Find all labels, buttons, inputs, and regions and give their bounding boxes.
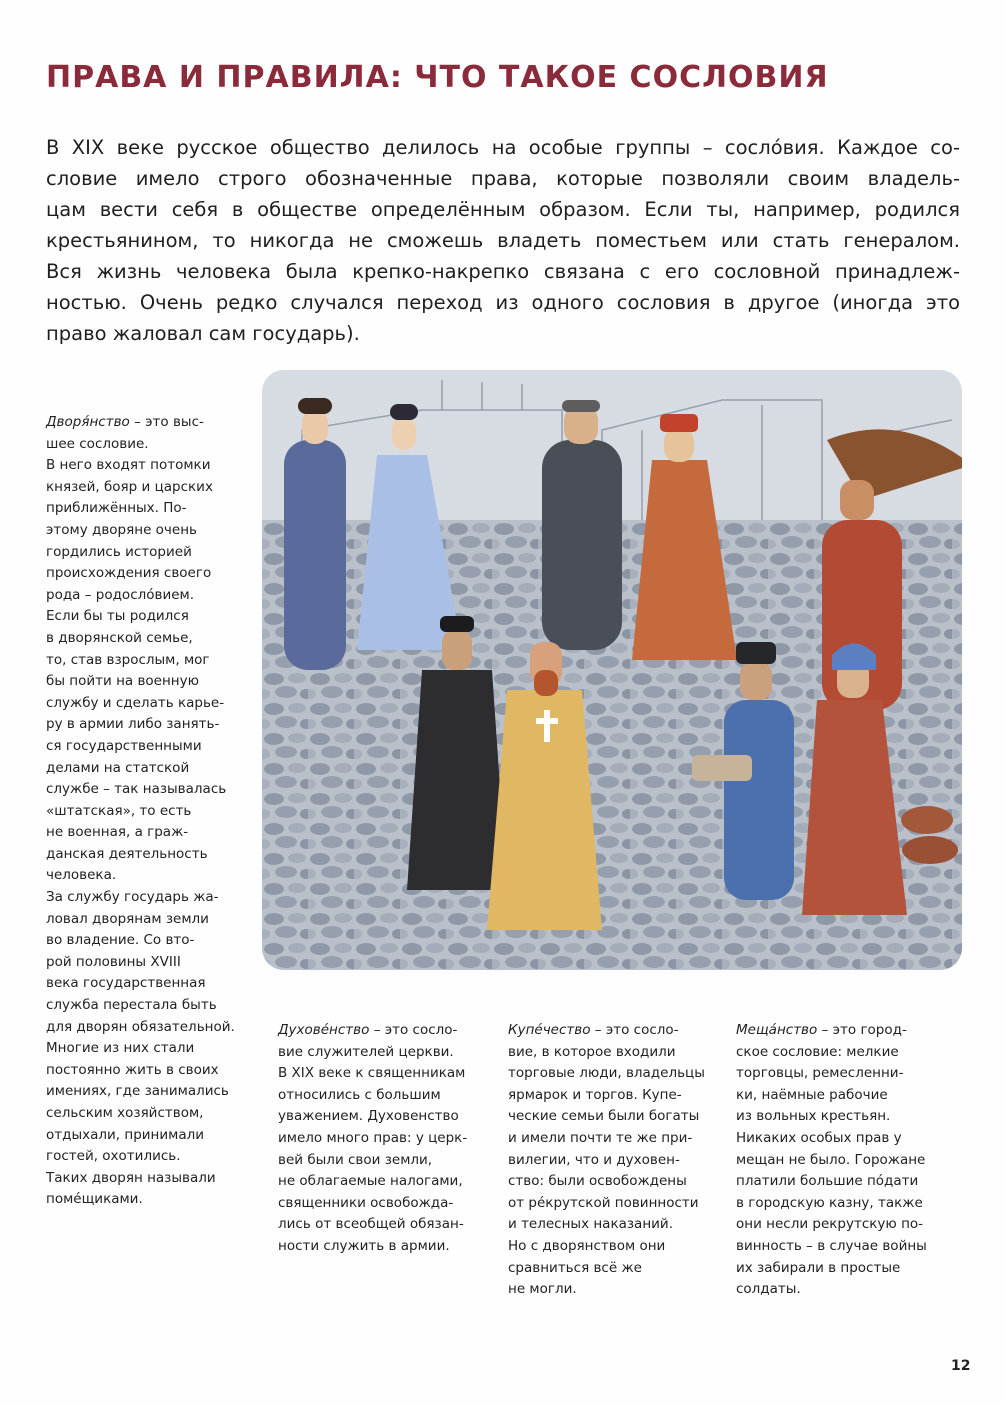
text-line: не военная, а граж- bbox=[46, 824, 189, 841]
nobility-column bbox=[46, 412, 256, 1211]
text-line: князей, бояр и царских bbox=[46, 478, 213, 495]
estates-illustration-drawing bbox=[262, 370, 962, 970]
text-line: и телесных наказаний. bbox=[508, 1216, 673, 1233]
intro-paragraph bbox=[46, 132, 960, 349]
text-line: ство: были освобождены bbox=[508, 1173, 687, 1190]
text-line: ся государственными bbox=[46, 737, 202, 754]
nobility-term: Дворя́нство bbox=[46, 414, 130, 430]
text-line: ности служить в армии. bbox=[278, 1237, 450, 1254]
clergy-column bbox=[278, 1020, 493, 1258]
text-line: они несли рекрутскую по- bbox=[736, 1216, 924, 1233]
text-line: приближённых. По- bbox=[46, 500, 187, 517]
text-line: службе – так называлась bbox=[46, 781, 227, 798]
text-line: и имели почти те же при- bbox=[508, 1129, 693, 1146]
text-line: постоянно жить в своих bbox=[46, 1061, 219, 1078]
text-line: – это сосло- bbox=[594, 1022, 679, 1038]
page-number: 12 bbox=[951, 1358, 971, 1374]
text-line: священники освобожда- bbox=[278, 1194, 454, 1211]
intro-line: Вся жизнь человека была крепко-накрепко связана с его сословной принадлеж- bbox=[46, 260, 960, 283]
text-line: ки, наёмные рабочие bbox=[736, 1086, 888, 1103]
text-line: в городскую казну, также bbox=[736, 1194, 923, 1211]
text-line: века государственная bbox=[46, 975, 206, 992]
page-title: ПРАВА И ПРАВИЛА: ЧТО ТАКОЕ СОСЛОВИЯ bbox=[46, 60, 829, 95]
text-line: сравниться всё же bbox=[508, 1259, 642, 1276]
text-line: рой половины XVIII bbox=[46, 953, 181, 970]
text-line: делами на статской bbox=[46, 759, 190, 776]
intro-line: В XIX веке русское общество делилось на особые группы – сосло́вия. Каждое со- bbox=[46, 136, 960, 159]
text-line: торговые люди, владельцы bbox=[508, 1065, 705, 1082]
text-line: помéщиками. bbox=[46, 1191, 143, 1208]
text-line: человека. bbox=[46, 867, 117, 884]
text-line: винность – в случае войны bbox=[736, 1237, 927, 1254]
intro-line: цам вести себя в обществе определённым образом. Если ты, например, родился bbox=[46, 198, 960, 221]
text-line: из вольных крестьян. bbox=[736, 1108, 891, 1125]
text-line: их забирали в простые bbox=[736, 1259, 901, 1276]
text-line: ру в армии либо занять- bbox=[46, 716, 220, 733]
text-line: сельским хозяйством, bbox=[46, 1105, 204, 1121]
intro-line: крестьянином, то никогда не сможешь владеть поместьем или стать генералом. bbox=[46, 229, 960, 252]
text-line: этому дворяне очень bbox=[46, 521, 197, 538]
intro-line: ностью. Очень редко случался переход из одного сословия в другое (иногда это bbox=[46, 291, 960, 314]
text-line: В XIX веке к священникам bbox=[278, 1065, 466, 1082]
text-line: шее сословие. bbox=[46, 435, 149, 452]
text-line: для дворян обязательной. bbox=[46, 1018, 235, 1035]
text-line: службу и сделать карье- bbox=[46, 694, 225, 711]
townsfolk-first-line bbox=[736, 1020, 951, 1042]
text-line: гостей, охотились. bbox=[46, 1148, 181, 1165]
text-line: ярмарок и торгов. Купе- bbox=[508, 1086, 682, 1103]
text-line: В него входят потомки bbox=[46, 457, 211, 474]
text-line: За службу государь жа- bbox=[46, 889, 219, 906]
estates-illustration bbox=[262, 370, 962, 970]
clergy-term: Духове́нство bbox=[278, 1022, 370, 1038]
text-line: от ре́крутской повинности bbox=[508, 1194, 699, 1211]
text-line: не могли. bbox=[508, 1281, 577, 1298]
text-line: Но с дворянством они bbox=[508, 1237, 666, 1254]
nobility-first-line bbox=[46, 412, 256, 434]
text-line: Таких дворян называли bbox=[46, 1169, 216, 1186]
text-line: служба перестала быть bbox=[46, 997, 217, 1014]
text-line: вей были свои земли, bbox=[278, 1151, 433, 1168]
text-line: то, став взрослым, мог bbox=[46, 651, 210, 668]
intro-line: право жаловал сам государь). bbox=[46, 322, 360, 345]
text-line: имело много прав: у церк- bbox=[278, 1129, 468, 1146]
merchants-first-line bbox=[508, 1020, 723, 1042]
text-line: относились с большим bbox=[278, 1086, 441, 1103]
text-line: солдаты. bbox=[736, 1281, 801, 1298]
text-line: Если бы ты родился bbox=[46, 608, 189, 625]
text-line: данская деятельность bbox=[46, 845, 208, 862]
text-line: платили большие по́дати bbox=[736, 1173, 919, 1190]
text-line: во владение. Со вто- bbox=[46, 932, 195, 949]
text-line: ческие семьи были богаты bbox=[508, 1108, 700, 1125]
text-line: мещан не было. Горожане bbox=[736, 1151, 926, 1168]
clergy-first-line bbox=[278, 1020, 493, 1042]
text-line: Никаких особых прав у bbox=[736, 1129, 902, 1146]
text-line: – это город- bbox=[821, 1022, 907, 1038]
text-line: Многие из них стали bbox=[46, 1040, 195, 1057]
text-line: «штатская», то есть bbox=[46, 802, 192, 819]
townsfolk-term: Меща́нство bbox=[736, 1022, 818, 1038]
text-line: бы пойти на военную bbox=[46, 673, 199, 690]
townsfolk-column bbox=[736, 1020, 951, 1301]
text-line: происхождения своего bbox=[46, 565, 212, 582]
text-line: вие, в которое входили bbox=[508, 1043, 676, 1060]
text-line: имениях, где занимались bbox=[46, 1083, 229, 1100]
text-line: вие служителей церкви. bbox=[278, 1043, 454, 1060]
text-line: ловал дворянам земли bbox=[46, 910, 209, 927]
text-line: в дворянской семье, bbox=[46, 629, 193, 646]
merchants-column bbox=[508, 1020, 723, 1301]
text-line: торговцы, ремесленни- bbox=[736, 1065, 904, 1082]
text-line: ское сословие: мелкие bbox=[736, 1043, 899, 1060]
text-line: отдыхали, принимали bbox=[46, 1126, 204, 1143]
text-line: вилегии, что и духовен- bbox=[508, 1151, 680, 1168]
text-line: – это сосло- bbox=[373, 1022, 458, 1038]
merchants-term: Купе́чество bbox=[508, 1022, 591, 1038]
text-line: лись от всеобщей обязан- bbox=[278, 1216, 464, 1233]
text-line: гордились историей bbox=[46, 543, 192, 560]
text-line: уважением. Духовенство bbox=[278, 1108, 459, 1125]
text-line: рода – родосло́вием. bbox=[46, 586, 195, 603]
text-line: не облагаемые налогами, bbox=[278, 1173, 463, 1190]
text-line: – это выс- bbox=[134, 414, 204, 430]
intro-line: словие имело строго обозначенные права, которые позволяли своим владель- bbox=[46, 167, 960, 190]
